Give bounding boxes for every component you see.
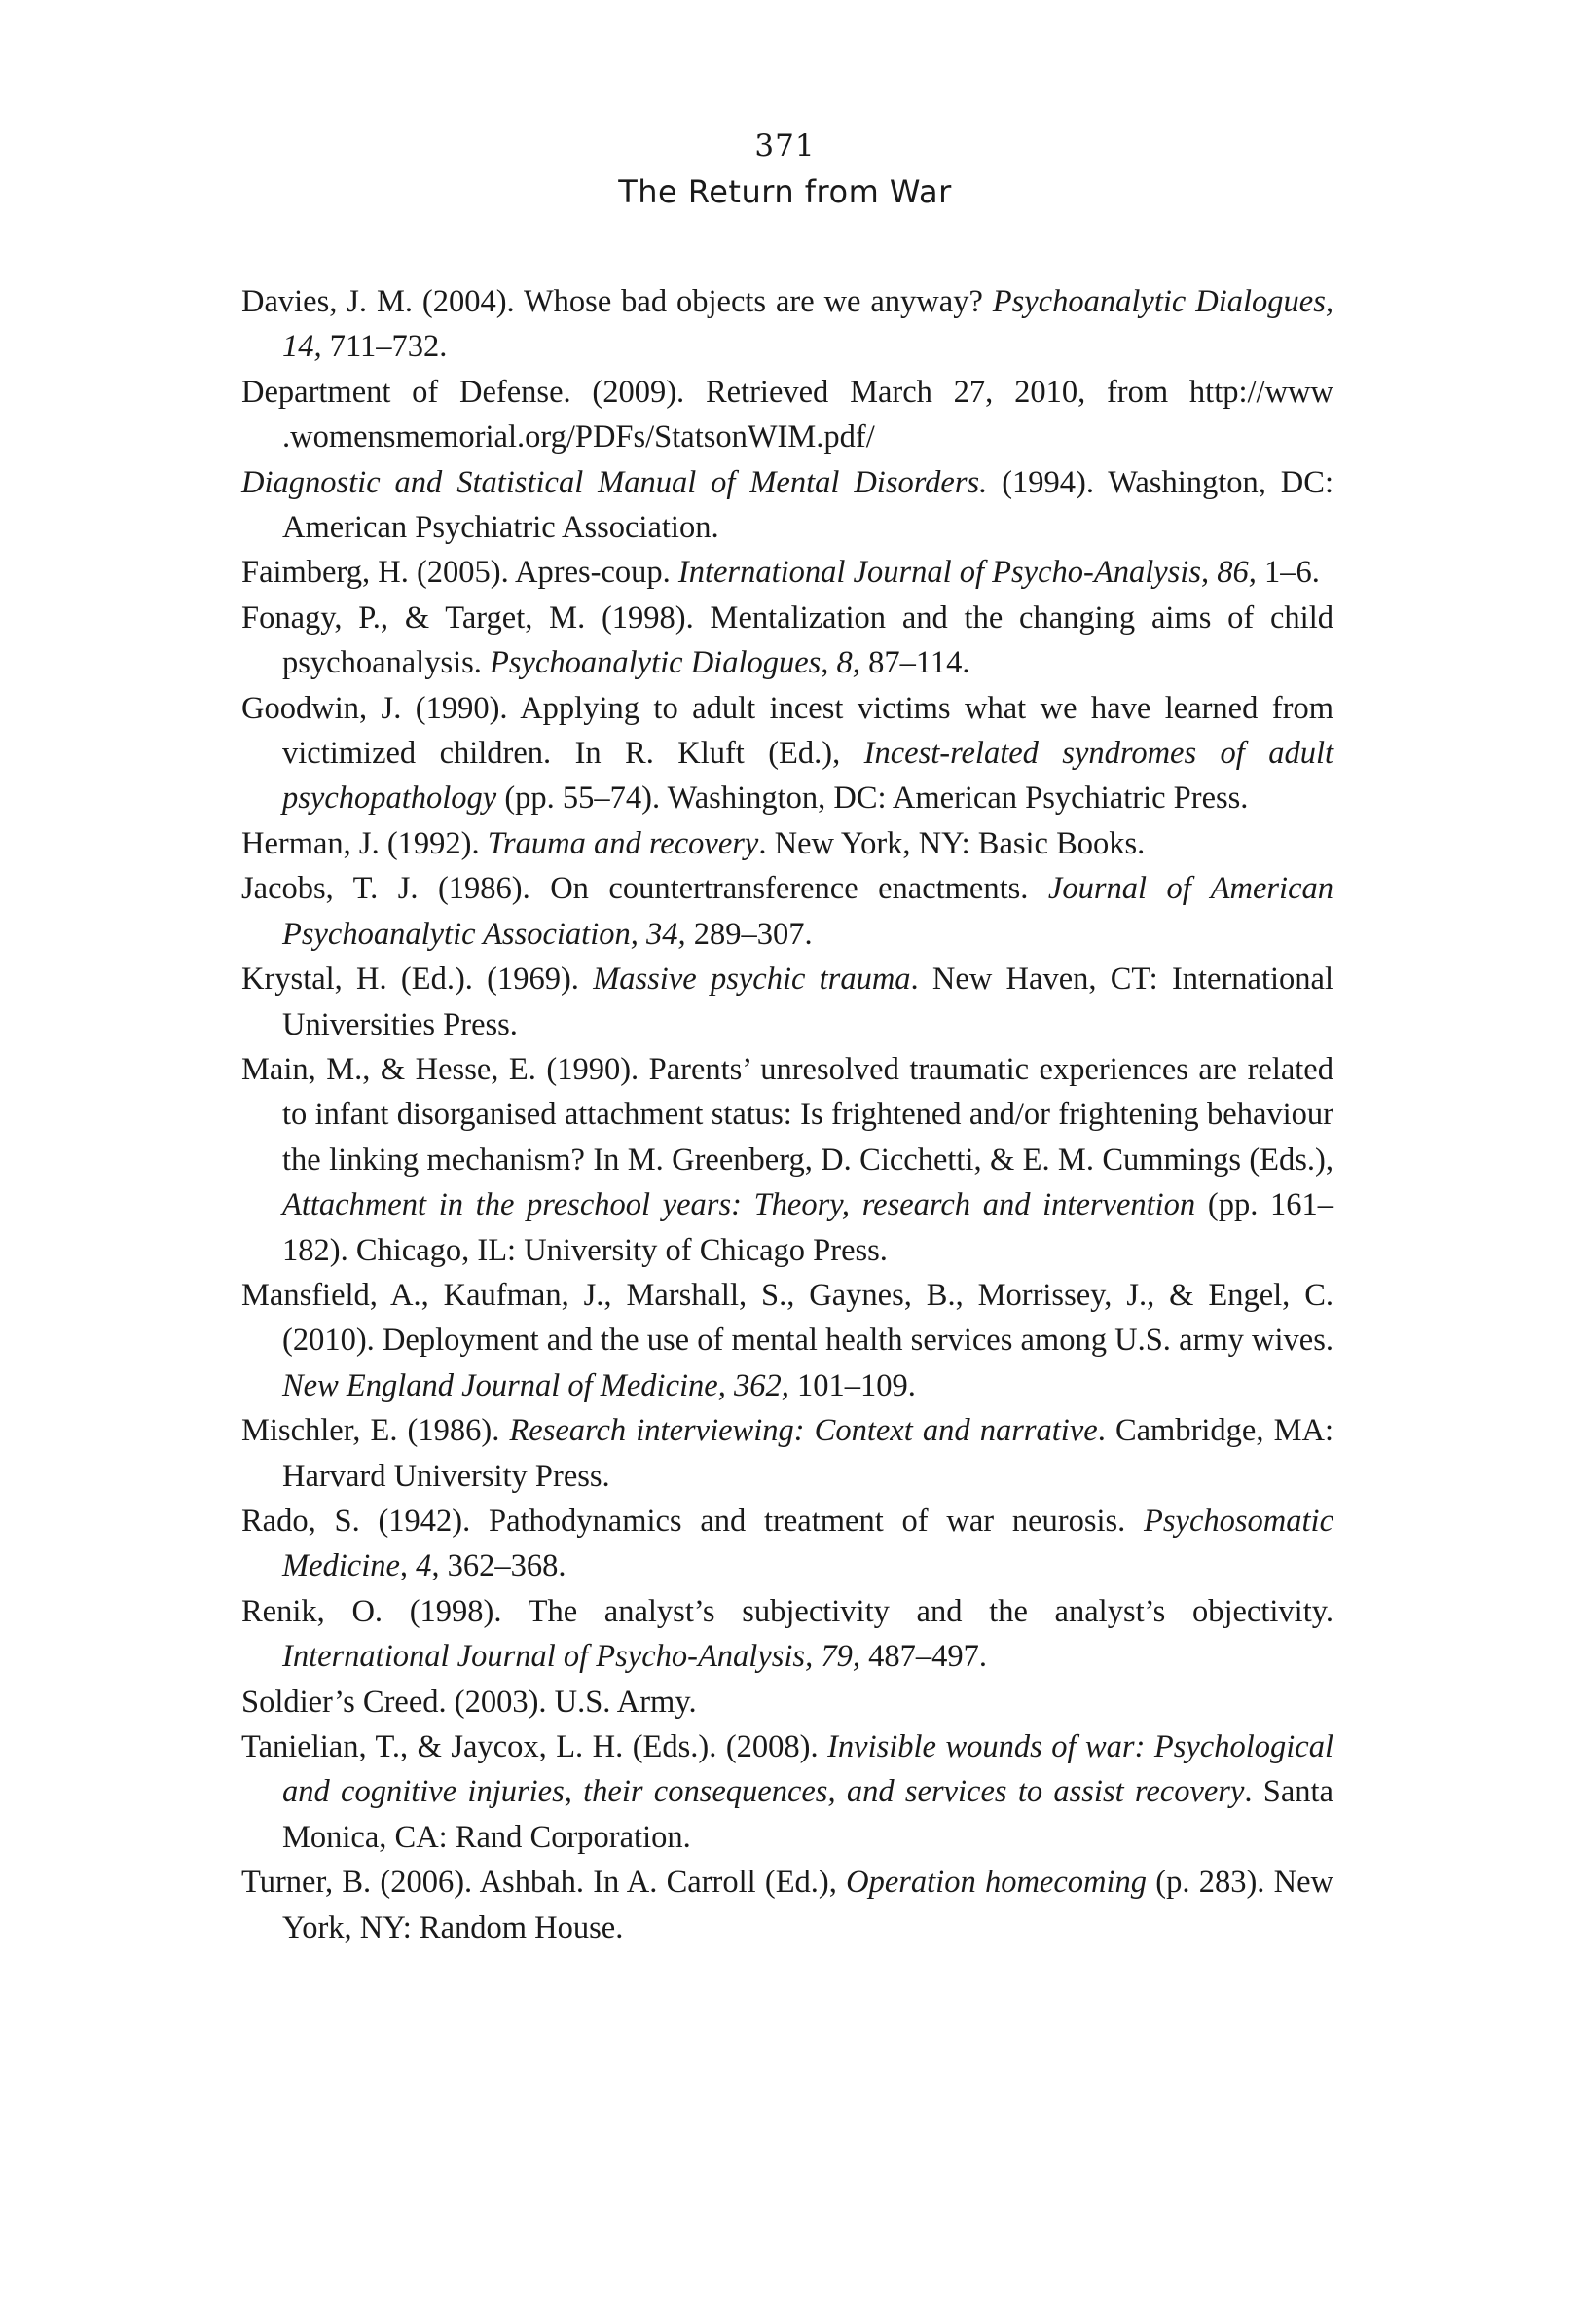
reference-title-italic: Journal of American Psychoanalytic Association, 34, (282, 871, 1333, 952)
reference-text: (pp. 161–182). Chicago, IL: University of Chicago Press. (282, 1187, 1334, 1268)
reference-text: Main, M., & Hesse, E. (1990). Parents’ unresolved traumatic experiences are related to infant disorganised attachment status: Is frightened and/or frightening behaviour the linking mechanism? In M. Greenberg, D. Cicchetti, & E. M. Cummings (Eds.), (241, 1051, 1333, 1178)
reference-entry (241, 1589, 1333, 1680)
reference-list (241, 279, 1333, 1950)
reference-text: Herman, J. (1992). (241, 825, 488, 861)
reference-text: . Santa Monica, CA: Rand Corporation. (282, 1774, 1333, 1855)
reference-text: 711–732. (321, 329, 448, 365)
reference-text: Turner, B. (2006). Ashbah. In A. Carroll (Ed.), (241, 1865, 847, 1901)
reference-entry (241, 821, 1333, 866)
reference-text: Rado, S. (1942). Pathodynamics and treatment of war neurosis. (241, 1503, 1145, 1539)
reference-text: 101–109. (788, 1367, 916, 1403)
reference-text: 1–6. (1256, 555, 1320, 591)
reference-entry (241, 550, 1333, 595)
reference-text: Davies, J. M. (2004). Whose bad objects are we anyway? (241, 284, 993, 319)
reference-title-italic: New England Journal of Medicine, 362, (282, 1367, 789, 1403)
reference-text: Department of Defense. (2009). Retrieved March 27, 2010, from http://www .womensmemorial.org/PDFs/StatsonWIM.pdf/ (241, 374, 1333, 455)
reference-entry (241, 279, 1333, 370)
reference-text: (pp. 55–74). Washington, DC: American Psychiatric Press. (496, 781, 1249, 817)
reference-entry (241, 1273, 1333, 1408)
reference-text: . Cambridge, MA: Harvard University Press. (282, 1413, 1333, 1494)
reference-text: Faimberg, H. (2005). Apres-coup. (241, 555, 678, 591)
reference-text: Krystal, H. (Ed.). (1969). (241, 962, 594, 998)
reference-title-italic: International Journal of Psycho-Analysis, 79, (282, 1639, 860, 1675)
reference-text: (1994). Washington, DC: American Psychiatric Association. (282, 464, 1333, 546)
reference-entry (241, 460, 1333, 551)
reference-text: Mischler, E. (1986). (241, 1413, 510, 1449)
reference-entry (241, 370, 1333, 460)
reference-title-italic: Attachment in the preschool years: Theory, research and intervention (282, 1187, 1196, 1223)
reference-text: Renik, O. (1998). The analyst’s subjectivity and the analyst’s objectivity. (241, 1593, 1333, 1629)
reference-text: . New York, NY: Basic Books. (758, 825, 1146, 861)
page-number: 371 (754, 128, 816, 163)
reference-text: Goodwin, J. (1990). Applying to adult incest victims what we have learned from victimized children. In R. Kluft (Ed.), (241, 690, 1333, 772)
reference-title-italic: Incest-related syndromes of adult psychopathology (282, 736, 1333, 817)
reference-entry (241, 686, 1333, 821)
reference-title-italic: Psychosomatic Medicine, 4, (282, 1503, 1333, 1584)
reference-entry (241, 596, 1333, 686)
reference-title-italic: Trauma and recovery (487, 825, 759, 861)
reference-title-italic: Research interviewing: Context and narrative (509, 1413, 1098, 1449)
reference-title-italic: Psychoanalytic Dialogues, 14, (282, 284, 1333, 365)
reference-entry (241, 1047, 1333, 1273)
reference-text: Tanielian, T., & Jaycox, L. H. (Eds.). (2008). (241, 1729, 828, 1764)
reference-text: 362–368. (439, 1548, 566, 1584)
reference-text: . New Haven, CT: International Universities Press. (282, 962, 1333, 1042)
reference-title-italic: International Journal of Psycho-Analysis, 86, (677, 555, 1257, 591)
reference-entry (241, 957, 1333, 1047)
reference-entry (241, 1725, 1333, 1860)
reference-text: 487–497. (859, 1639, 987, 1675)
reference-entry (241, 1680, 1333, 1725)
reference-text: 289–307. (685, 916, 813, 952)
reference-entry (241, 1408, 1333, 1499)
reference-text: Soldier’s Creed. (2003). U.S. Army. (241, 1684, 697, 1720)
reference-text: Mansfield, A., Kaufman, J., Marshall, S., Gaynes, B., Morrissey, J., & Engel, C. (2010). Deployment and the use of mental health services among U.S. army wives. (241, 1277, 1333, 1359)
reference-text: 87–114. (859, 645, 970, 681)
running-head: The Return from War (618, 173, 952, 210)
reference-title-italic: Psychoanalytic Dialogues, 8, (490, 645, 860, 681)
reference-entry (241, 1860, 1333, 1950)
reference-text: Jacobs, T. J. (1986). On countertransference enactments. (241, 871, 1048, 907)
reference-text: Fonagy, P., & Target, M. (1998). Mentalization and the changing aims of child psychoanalysis. (241, 599, 1333, 681)
reference-title-italic: Invisible wounds of war: Psychological and cognitive injuries, their consequences, and services to assist recovery (282, 1729, 1333, 1810)
reference-entry (241, 1499, 1333, 1589)
reference-text: (p. 283). New York, NY: Random House. (282, 1865, 1333, 1945)
reference-title-italic: Massive psychic trauma (593, 962, 911, 998)
reference-title-italic: Operation homecoming (846, 1865, 1148, 1901)
reference-title-italic: Diagnostic and Statistical Manual of Mental Disorders. (241, 464, 988, 500)
reference-entry (241, 866, 1333, 957)
